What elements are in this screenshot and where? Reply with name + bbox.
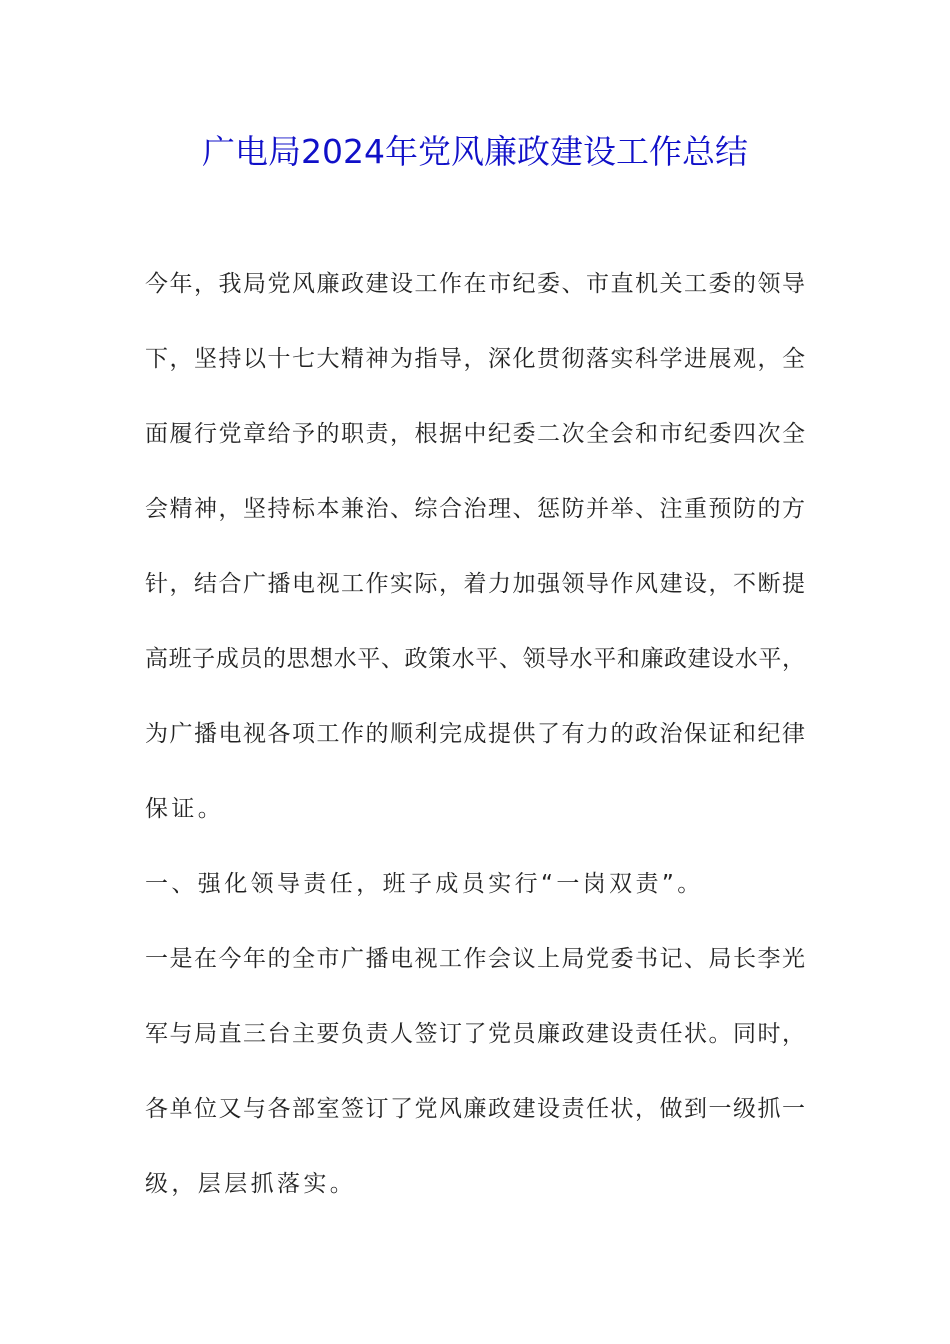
text-line: 军与局直三台主要负责人签订了党员廉政建设责任状。同时， [145, 1021, 805, 1047]
document-body [145, 264, 805, 1239]
text-line: 今年，我局党风廉政建设工作在市纪委、市直机关工委的领导 [145, 271, 805, 297]
text-line: 下，坚持以十七大精神为指导，深化贯彻落实科学进展观，全 [145, 346, 805, 372]
text-line: 高班子成员的思想水平、政策水平、领导水平和廉政建设水平， [145, 646, 805, 672]
text-line: 各单位又与各部室签订了党风廉政建设责任状，做到一级抓一 [145, 1096, 805, 1122]
text-line: 会精神，坚持标本兼治、综合治理、惩防并举、注重预防的方 [145, 496, 805, 522]
text-line: 级，层层抓落实。 [145, 1171, 357, 1197]
text-line: 为广播电视各项工作的顺利完成提供了有力的政治保证和纪律 [145, 721, 805, 747]
text-line: 面履行党章给予的职责，根据中纪委二次全会和市纪委四次全 [145, 421, 805, 447]
document-title: 广电局2024年党风廉政建设工作总结 [202, 132, 748, 171]
text-line: 针，结合广播电视工作实际，着力加强领导作风建设，不断提 [145, 571, 805, 597]
text-line: 保证。 [145, 796, 225, 822]
section-heading: 一、强化领导责任，班子成员实行“一岗双责”。 [145, 871, 704, 897]
text-line: 一是在今年的全市广播电视工作会议上局党委书记、局长李光 [145, 946, 805, 972]
